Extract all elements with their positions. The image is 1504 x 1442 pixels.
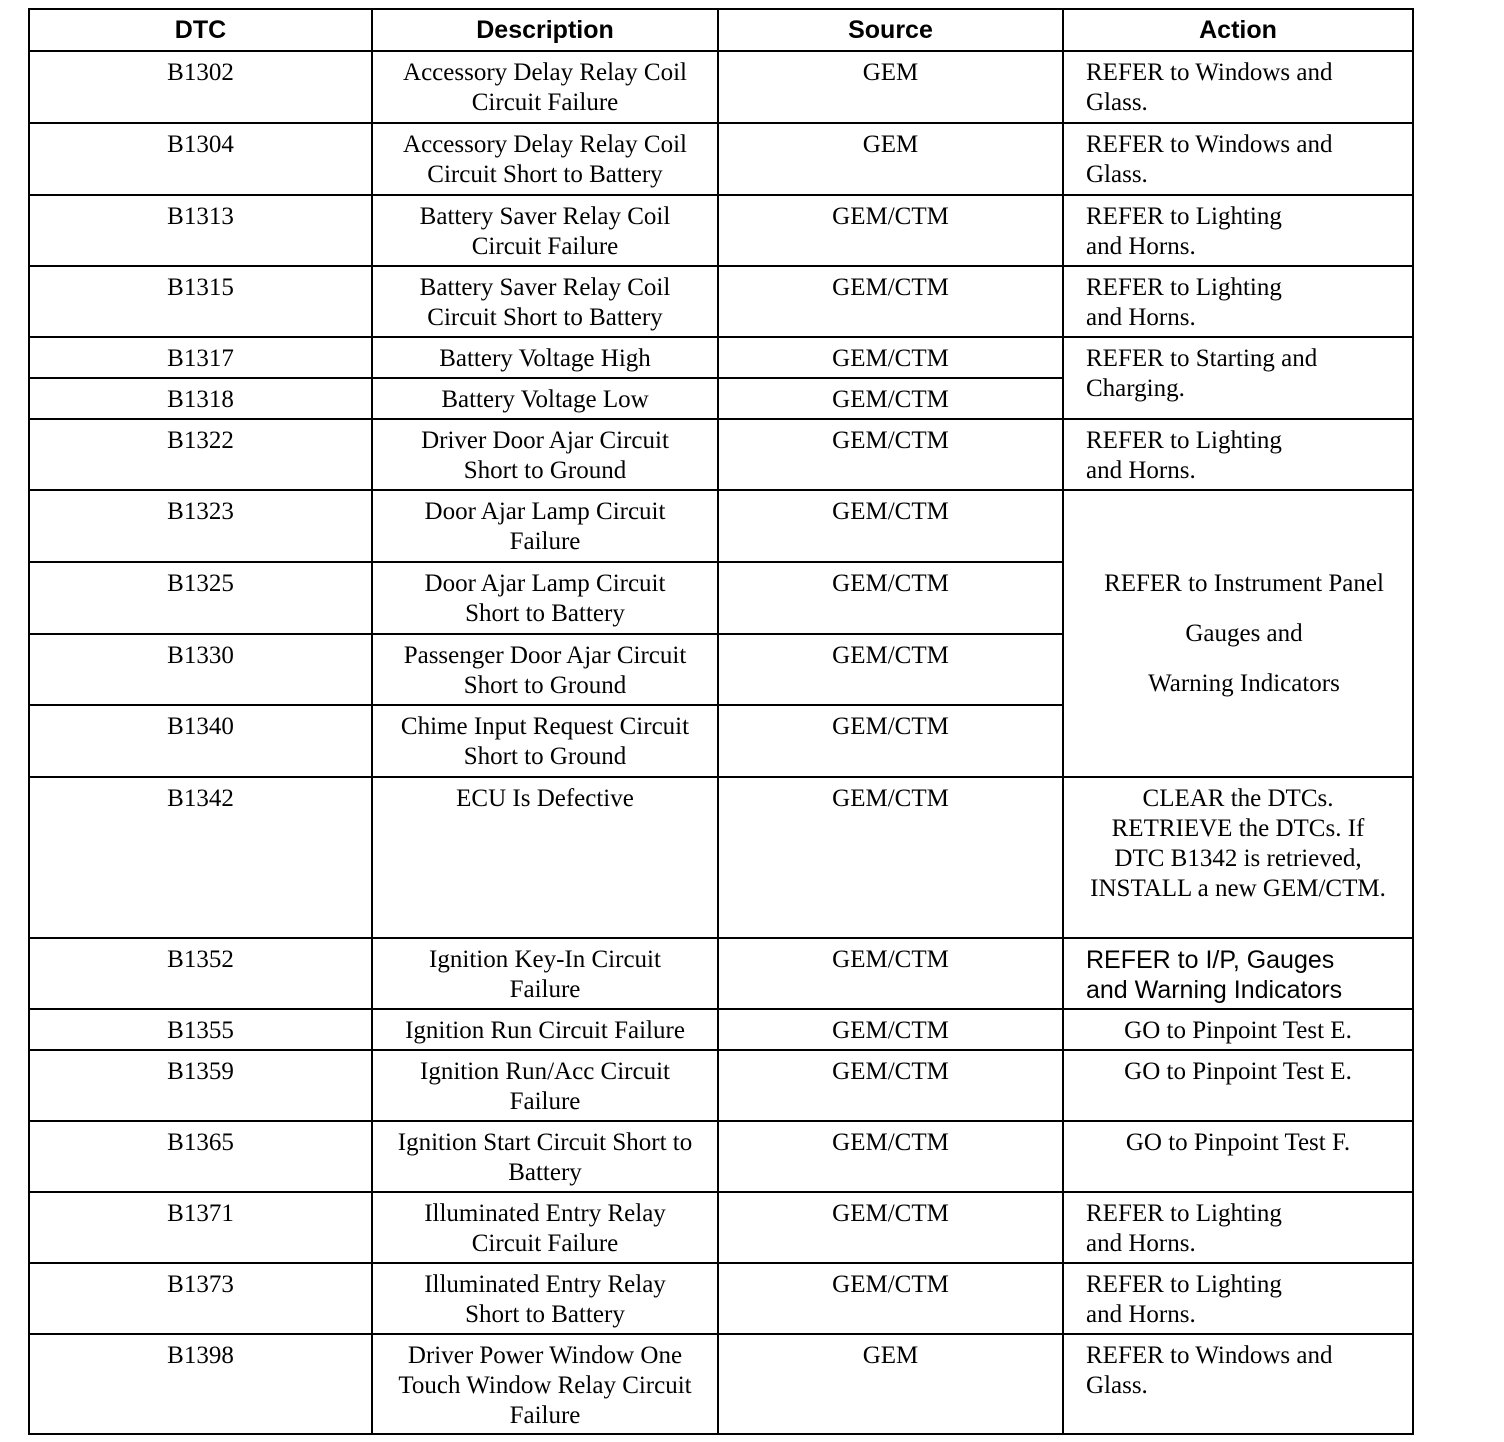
action-cell (1063, 123, 1413, 195)
description-line: Touch Window Relay Circuit (398, 1372, 692, 1399)
header-dtc: DTC (29, 9, 372, 51)
dtc-code: B1323 (29, 490, 372, 562)
dtc-code: B1302 (29, 51, 372, 123)
header-row (29, 9, 1413, 51)
description-line: Failure (509, 1088, 581, 1115)
description-cell (372, 1263, 718, 1334)
action-line: GO to Pinpoint Test E. (1124, 1058, 1352, 1085)
description-cell (372, 705, 718, 777)
description-line: Ignition Run/Acc Circuit (420, 1058, 670, 1085)
description-line: Chime Input Request Circuit (400, 713, 690, 740)
description-cell (372, 938, 718, 1009)
source-cell: GEM (718, 123, 1063, 195)
source-cell: GEM/CTM (718, 378, 1063, 419)
table-row (29, 337, 1413, 378)
description-cell (372, 777, 718, 938)
action-line: and Horns. (1086, 233, 1196, 260)
table-row (29, 1334, 1413, 1434)
description-line: Circuit Failure (471, 89, 619, 116)
description-line: Short to Battery (465, 600, 625, 627)
description-cell (372, 266, 718, 337)
description-cell (372, 1334, 718, 1434)
action-line: Glass. (1086, 89, 1148, 116)
dtc-code: B1398 (29, 1334, 372, 1434)
action-line: and Horns. (1086, 457, 1196, 484)
dtc-code: B1313 (29, 195, 372, 266)
action-line: DTC B1342 is retrieved, (1114, 845, 1362, 872)
description-line: Ignition Run Circuit Failure (405, 1017, 685, 1044)
description-line: Battery Voltage Low (441, 386, 649, 413)
description-line: Ignition Start Circuit Short to (397, 1129, 693, 1156)
description-line: Illuminated Entry Relay (424, 1200, 666, 1227)
description-line: Driver Door Ajar Circuit (421, 427, 669, 454)
description-line: Circuit Short to Battery (427, 161, 663, 188)
source-cell: GEM/CTM (718, 634, 1063, 705)
table-row (29, 123, 1413, 195)
dtc-code: B1322 (29, 419, 372, 490)
action-line: REFER to Lighting (1086, 1200, 1282, 1227)
table-row (29, 419, 1413, 490)
source-cell: GEM (718, 1334, 1063, 1434)
action-line: REFER to I/P, Gauges (1086, 946, 1335, 974)
description-line: Failure (509, 1402, 581, 1429)
description-line: Battery (508, 1159, 582, 1186)
description-cell (372, 1050, 718, 1121)
action-cell (1063, 1192, 1413, 1263)
action-line: REFER to Windows and (1086, 59, 1333, 86)
source-cell: GEM/CTM (718, 1192, 1063, 1263)
description-line: Battery Voltage High (439, 345, 651, 372)
action-line: Glass. (1086, 161, 1148, 188)
action-cell (1063, 938, 1413, 1009)
dtc-code: B1330 (29, 634, 372, 705)
description-cell (372, 1192, 718, 1263)
action-line: and Horns. (1086, 1301, 1196, 1328)
description-cell (372, 51, 718, 123)
dtc-code: B1317 (29, 337, 372, 378)
action-cell (1063, 1121, 1413, 1192)
description-cell (372, 634, 718, 705)
dtc-code: B1318 (29, 378, 372, 419)
table-row (29, 1192, 1413, 1263)
description-line: Accessory Delay Relay Coil (403, 59, 687, 86)
dtc-code: B1373 (29, 1263, 372, 1334)
action-cell (1063, 266, 1413, 337)
dtc-code: B1342 (29, 777, 372, 938)
action-line: REFER to Windows and (1086, 131, 1333, 158)
action-line: and Warning Indicators (1086, 976, 1343, 1004)
action-cell (1063, 490, 1413, 777)
description-cell (372, 378, 718, 419)
action-line: REFER to Lighting (1086, 203, 1282, 230)
source-cell: GEM/CTM (718, 1121, 1063, 1192)
description-line: Accessory Delay Relay Coil (403, 131, 687, 158)
action-line: REFER to Lighting (1086, 274, 1282, 301)
description-line: Door Ajar Lamp Circuit (424, 570, 666, 597)
description-cell (372, 419, 718, 490)
action-line: REFER to Lighting (1086, 1271, 1282, 1298)
table-row (29, 1009, 1413, 1050)
table-row (29, 266, 1413, 337)
source-cell: GEM/CTM (718, 1263, 1063, 1334)
source-cell: GEM/CTM (718, 419, 1063, 490)
source-cell: GEM/CTM (718, 1009, 1063, 1050)
description-cell (372, 1121, 718, 1192)
dtc-code: B1325 (29, 562, 372, 634)
source-cell: GEM/CTM (718, 195, 1063, 266)
header-source: Source (718, 9, 1063, 51)
source-cell: GEM/CTM (718, 1050, 1063, 1121)
dtc-code: B1365 (29, 1121, 372, 1192)
action-line: Glass. (1086, 1372, 1148, 1399)
action-line: GO to Pinpoint Test F. (1125, 1129, 1351, 1156)
source-cell: GEM/CTM (718, 777, 1063, 938)
action-line: Gauges and (1185, 619, 1303, 647)
table-row (29, 1263, 1413, 1334)
action-cell (1063, 337, 1413, 419)
dtc-code: B1352 (29, 938, 372, 1009)
description-line: Short to Ground (463, 672, 627, 699)
description-cell (372, 490, 718, 562)
description-line: Door Ajar Lamp Circuit (424, 498, 666, 525)
action-line: Warning Indicators (1148, 669, 1340, 697)
description-cell (372, 195, 718, 266)
action-cell (1063, 195, 1413, 266)
description-line: Illuminated Entry Relay (424, 1271, 666, 1298)
dtc-code: B1371 (29, 1192, 372, 1263)
description-line: Failure (509, 976, 581, 1003)
description-line: Passenger Door Ajar Circuit (403, 642, 687, 669)
table-row (29, 195, 1413, 266)
table-row (29, 938, 1413, 1009)
action-cell (1063, 419, 1413, 490)
action-line: REFER to Instrument Panel (1104, 569, 1384, 597)
source-cell: GEM/CTM (718, 337, 1063, 378)
source-cell: GEM/CTM (718, 705, 1063, 777)
description-line: Short to Battery (465, 1301, 625, 1328)
header-action: Action (1063, 9, 1413, 51)
description-line: Failure (509, 528, 581, 555)
action-line: INSTALL a new GEM/CTM. (1090, 875, 1386, 902)
table-row (29, 1121, 1413, 1192)
description-line: Short to Ground (463, 457, 627, 484)
description-cell (372, 123, 718, 195)
action-line: REFER to Windows and (1086, 1342, 1333, 1369)
description-line: Circuit Failure (471, 233, 619, 260)
description-line: ECU Is Defective (456, 785, 634, 812)
source-cell: GEM/CTM (718, 562, 1063, 634)
action-cell (1063, 1334, 1413, 1434)
action-line: RETRIEVE the DTCs. If (1111, 815, 1365, 842)
table-row (29, 490, 1413, 562)
action-line: and Horns. (1086, 304, 1196, 331)
source-cell: GEM/CTM (718, 266, 1063, 337)
header-description: Description (372, 9, 718, 51)
source-cell: GEM/CTM (718, 938, 1063, 1009)
action-line: Charging. (1086, 375, 1185, 402)
action-line: and Horns. (1086, 1230, 1196, 1257)
dtc-code: B1355 (29, 1009, 372, 1050)
source-cell: GEM/CTM (718, 490, 1063, 562)
description-line: Battery Saver Relay Coil (419, 203, 671, 230)
dtc-code: B1304 (29, 123, 372, 195)
action-line: CLEAR the DTCs. (1142, 785, 1334, 812)
dtc-code: B1315 (29, 266, 372, 337)
dtc-code: B1359 (29, 1050, 372, 1121)
description-line: Battery Saver Relay Coil (419, 274, 671, 301)
description-line: Short to Ground (463, 743, 627, 770)
action-line: REFER to Lighting (1086, 427, 1282, 454)
action-cell (1063, 1050, 1413, 1121)
action-cell (1063, 51, 1413, 123)
dtc-code: B1340 (29, 705, 372, 777)
action-cell (1063, 777, 1413, 938)
dtc-table (28, 8, 1414, 1435)
description-cell (372, 1009, 718, 1050)
description-line: Driver Power Window One (407, 1342, 683, 1369)
description-line: Circuit Short to Battery (427, 304, 663, 331)
description-line: Ignition Key-In Circuit (429, 946, 661, 973)
table-row (29, 51, 1413, 123)
action-line: GO to Pinpoint Test E. (1124, 1017, 1352, 1044)
source-cell: GEM (718, 51, 1063, 123)
action-cell (1063, 1009, 1413, 1050)
table-row (29, 777, 1413, 938)
action-cell (1063, 1263, 1413, 1334)
description-line: Circuit Failure (471, 1230, 619, 1257)
action-line: REFER to Starting and (1086, 345, 1318, 372)
table-row (29, 1050, 1413, 1121)
description-cell (372, 562, 718, 634)
description-cell (372, 337, 718, 378)
